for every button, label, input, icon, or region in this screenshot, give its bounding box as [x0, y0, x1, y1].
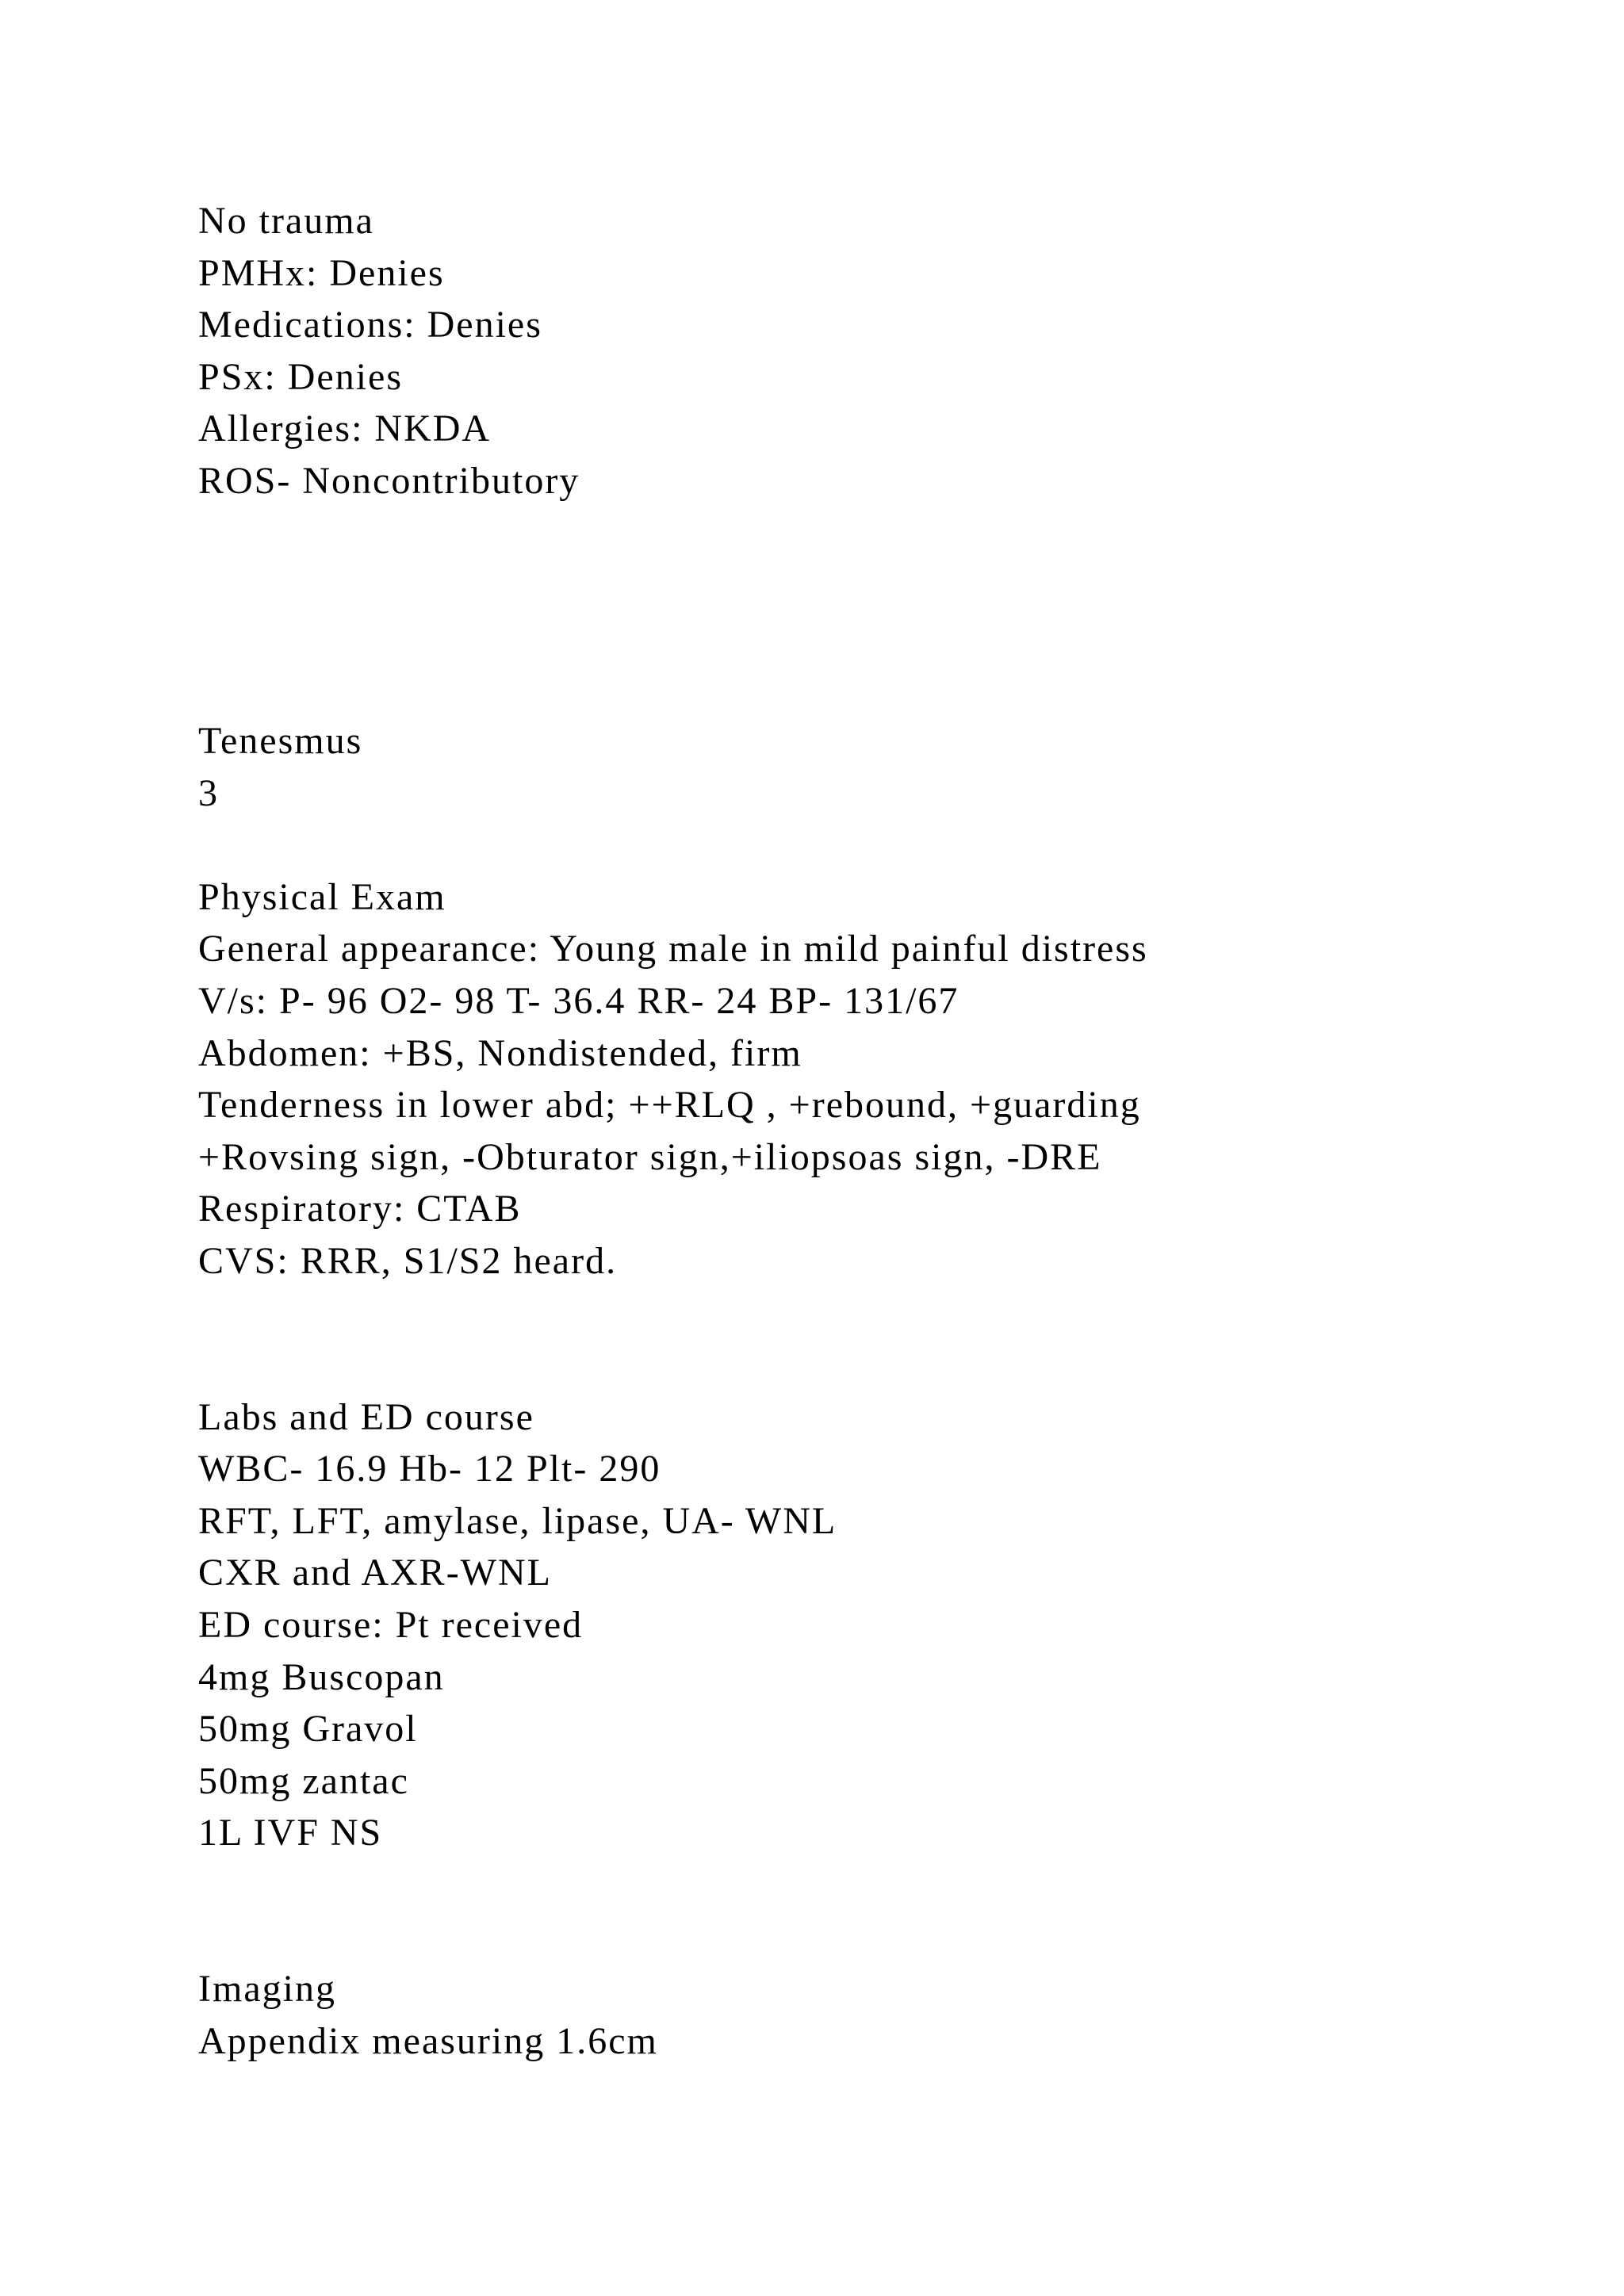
- ivf-line: 1L IVF NS: [198, 1812, 383, 1854]
- tenderness-line: Tenderness in lower abd; ++RLQ , +rebound, +guarding: [198, 1084, 1141, 1127]
- chemistry-line: RFT, LFT, amylase, lipase, UA- WNL: [198, 1499, 837, 1542]
- allergies-line: Allergies: NKDA: [198, 408, 492, 450]
- zantac-line: 50mg zantac: [198, 1759, 409, 1802]
- page-number: 3: [198, 771, 219, 814]
- ed-course-line: ED course: Pt received: [198, 1604, 584, 1647]
- vitals-line: V/s: P- 96 O2- 98 T- 36.4 RR- 24 BP- 131/67: [198, 979, 959, 1022]
- trauma-line: No trauma: [198, 200, 374, 242]
- spacer: [198, 507, 1546, 715]
- tenesmus-label: Tenesmus: [198, 719, 363, 762]
- physical-exam-heading: Physical Exam: [198, 875, 446, 918]
- imaging-heading: Imaging: [198, 1968, 336, 2011]
- labs-heading: Labs and ED course: [198, 1395, 534, 1438]
- spacer: [198, 1859, 1546, 1963]
- respiratory-line: Respiratory: CTAB: [198, 1188, 522, 1230]
- xray-line: CXR and AXR-WNL: [198, 1552, 552, 1594]
- gravol-line: 50mg Gravol: [198, 1708, 418, 1751]
- spacer: [198, 1287, 1546, 1391]
- psx-line: PSx: Denies: [198, 355, 404, 398]
- ros-line: ROS- Noncontributory: [198, 459, 580, 502]
- cvs-line: CVS: RRR, S1/S2 heard.: [198, 1239, 618, 1282]
- physical-exam-section: [198, 871, 1546, 1288]
- appendix-line: Appendix measuring 1.6cm: [198, 2019, 658, 2062]
- imaging-section: [198, 1963, 1546, 2067]
- document-body: [198, 195, 1546, 2067]
- labs-section: [198, 1391, 1546, 1859]
- abdomen-line: Abdomen: +BS, Nondistended, firm: [198, 1031, 802, 1074]
- history-section: [198, 195, 1546, 507]
- buscopan-line: 4mg Buscopan: [198, 1655, 445, 1698]
- signs-line: +Rovsing sign, -Obturator sign,+iliopsoas sign, -DRE: [198, 1135, 1102, 1178]
- tenesmus-section: [198, 715, 1546, 819]
- general-appearance-line: General appearance: Young male in mild painful distress: [198, 928, 1148, 970]
- pmhx-line: PMHx: Denies: [198, 251, 445, 294]
- medications-line: Medications: Denies: [198, 304, 542, 346]
- cbc-line: WBC- 16.9 Hb- 12 Plt- 290: [198, 1448, 661, 1490]
- spacer: [198, 819, 1546, 871]
